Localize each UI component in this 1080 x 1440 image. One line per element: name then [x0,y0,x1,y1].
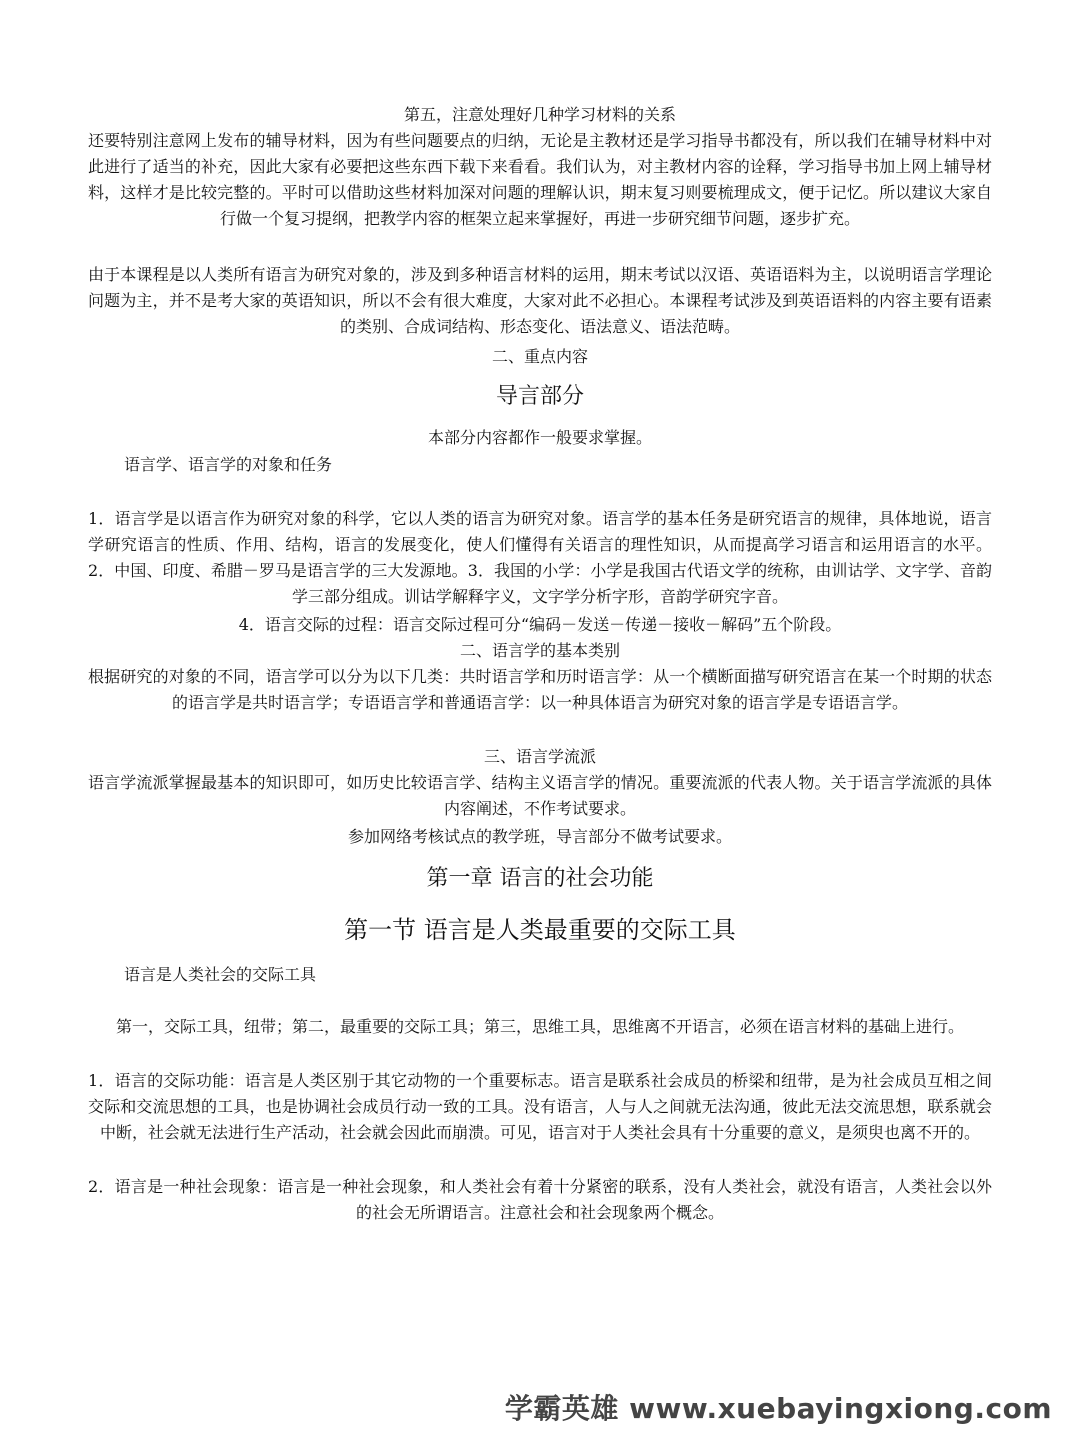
communicative-function-paragraph: 1．语言的交际功能：语言是人类区别于其它动物的一个重要标志。语言是联系社会成员的桥梁和纽带，是为社会成员互相之间交际和交流思想的工具，也是协调社会成员行动一致的工具。没有语言，人与人之间就无法沟通，彼此无法交流思想，联系就会中断，社会就无法进行生产活动，社会就会因此而崩溃。可见，语言对于人类社会具有十分重要的意义，是须臾也离不开的。 [88,1071,992,1142]
study-materials-heading: 第五，注意处理好几种学习材料的关系 [403,105,676,124]
communication-process-point: 4．语言交际的过程：语言交际过程可分“编码－发送－传递－接收－解码”五个阶段。 [238,615,842,634]
introduction-title: 导言部分 [495,384,584,409]
introduction-subheading: 语言学、语言学的对象和任务 [124,455,333,474]
study-materials-paragraph: 还要特别注意网上发布的辅导材料，因为有些问题要点的归纳，无论是主教材还是学习指导书都没有，所以我们在辅导材料中对此进行了适当的补充，因此大家有必要把这些东西下载下来看看。我们认为，对主教材内容的诠释，学习指导书加上网上辅导材料，这样才是比较完整的。平时可以借助这些材料加深对问题的理解认识，期末复习则要梳理成文，便于记忆。所以建议大家自行做一个复习提纲，把教学内容的框架立起来掌握好，再进一步研究细节问题，逐步扩充。 [88,131,992,228]
online-exam-note: 参加网络考核试点的教学班，导言部分不做考试要求。 [347,827,732,846]
linguistics-schools-heading: 三、语言学流派 [483,747,596,766]
section-subheading: 语言是人类社会的交际工具 [124,965,317,984]
site-watermark: 学霸英雄 www.xuebayingxiong.com [504,1392,1052,1425]
section-title: 第一节 语言是人类最重要的交际工具 [344,916,736,944]
introduction-points-paragraph: 1．语言学是以语言作为研究对象的科学，它以人类的语言为研究对象。语言学的基本任务是研究语言的规律，具体地说，语言学研究语言的性质、作用、结构，语言的发展变化，使人们懂得有关语言的理性知识，从而提高学习语言和运用语言的水平。2．中国、印度、希腊－罗马是语言学的三大发源地。3．我国的小学：小学是我国古代语文学的统称，由训诂学、文字学、音韵学三部分组成。训诂学解释字义，文字学分析字形，音韵学研究字音。 [88,509,992,606]
introduction-note: 本部分内容都作一般要求掌握。 [427,428,652,447]
key-content-heading: 二、重点内容 [491,347,588,366]
social-phenomenon-paragraph: 2．语言是一种社会现象：语言是一种社会现象，和人类社会有着十分紧密的联系，没有人类社会，就没有语言，人类社会以外的社会无所谓语言。注意社会和社会现象两个概念。 [88,1177,992,1222]
chapter-title: 第一章 语言的社会功能 [426,866,654,891]
communication-tools-paragraph: 第一，交际工具，纽带；第二，最重要的交际工具；第三，思维工具，思维离不开语言，必须在语言材料的基础上进行。 [115,1017,964,1036]
linguistics-schools-paragraph: 语言学流派掌握最基本的知识即可，如历史比较语言学、结构主义语言学的情况。重要流派的代表人物。关于语言学流派的具体内容阐述，不作考试要求。 [88,773,992,818]
linguistics-types-paragraph: 根据研究的对象的不同，语言学可以分为以下几类：共时语言学和历时语言学：从一个横断面描写研究语言在某一个时期的状态的语言学是共时语言学；专语语言学和普通语言学：以一种具体语言为研究对象的语言学是专语语言学。 [88,667,992,712]
linguistics-types-heading: 二、语言学的基本类别 [459,641,620,660]
exam-language-paragraph: 由于本课程是以人类所有语言为研究对象的，涉及到多种语言材料的运用，期末考试以汉语、英语语料为主，以说明语言学理论问题为主，并不是考大家的英语知识，所以不会有很大难度，大家对此不必担心。本课程考试涉及到英语语料的内容主要有语素的类别、合成词结构、形态变化、语法意义、语法范畴。 [88,265,992,336]
